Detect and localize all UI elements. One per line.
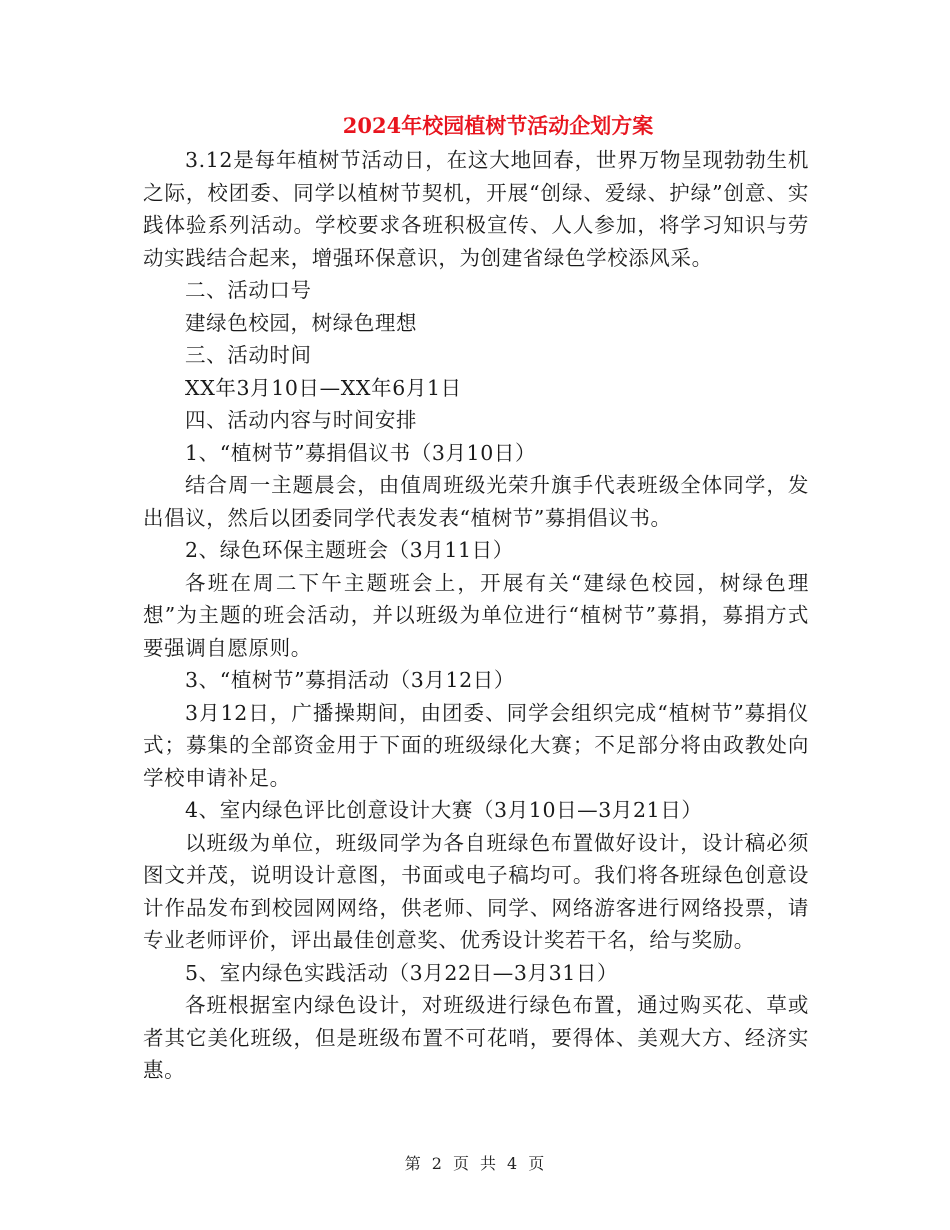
paragraph-4: 以班级为单位，班级同学为各自班绿色布置做好设计，设计稿必须图文并茂，说明设计意图，书面或电子稿均可。我们将各班绿色创意设计作品发布到校园网网络，供老师、同学、网络游客进行网络投票，请专业老师评价，评出最佳创意奖、优秀设计奖若干名，给与奖励。	[143, 830, 809, 952]
paragraph-time: XX年3月10日—XX年6月1日	[185, 375, 462, 400]
paragraph-intro: 3.12是每年植树节活动日，在这大地回春，世界万物呈现勃勃生机之际，校团委、同学以植树节契机，开展“创绿、爱绿、护绿”创意、实践体验系列活动。学校要求各班积极宣传、人人参加，将学习知识与劳动实践结合起来，增强环保意识，为创建省绿色学校添风采。	[143, 148, 809, 270]
subheading-3: 3、“植树节”募捐活动（3月12日）	[185, 668, 515, 692]
heading-slogan: 二、活动口号	[185, 278, 312, 302]
heading-time: 三、活动时间	[185, 343, 312, 367]
paragraph-1: 结合周一主题晨会，由值周班级光荣升旗手代表班级全体同学，发出倡议，然后以团委同学代表发表“植树节”募捐倡议书。	[143, 473, 809, 530]
document-title: 2024年校园植树节活动企划方案	[342, 113, 654, 138]
footer-page-number: 2	[431, 1154, 443, 1173]
footer-total-word: 共	[480, 1154, 498, 1173]
subheading-5: 5、室内绿色实践活动（3月22日—3月31日）	[185, 960, 619, 985]
heading-content: 四、活动内容与时间安排	[185, 408, 418, 432]
paragraph-2: 各班在周二下午主题班会上，开展有关“建绿色校园，树绿色理想”为主题的班会活动，并以班级为单位进行“植树节”募捐，募捐方式要强调自愿原则。	[143, 570, 809, 660]
subheading-1: 1、“植树节”募捐倡议书（3月10日）	[185, 440, 537, 465]
footer-suffix: 页	[528, 1154, 546, 1173]
document-body	[143, 144, 809, 1087]
footer-total-pages: 4	[507, 1154, 519, 1173]
subheading-2: 2、绿色环保主题班会（3月11日）	[185, 538, 514, 562]
paragraph-3: 3月12日，广播操期间，由团委、同学会组织完成“植树节”募捐仪式；募集的全部资金用于下面的班级绿化大赛；不足部分将由政教处向学校申请补足。	[143, 700, 809, 790]
subheading-4: 4、室内绿色评比创意设计大赛（3月10日—3月21日）	[185, 798, 703, 822]
page-footer	[0, 1152, 950, 1176]
footer-prefix: 第	[404, 1154, 422, 1173]
paragraph-5: 各班根据室内绿色设计，对班级进行绿色布置，通过购买花、草或者其它美化班级，但是班级布置不可花哨，要得体、美观大方、经济实惠。	[143, 993, 809, 1082]
paragraph-slogan: 建绿色校园，树绿色理想	[185, 310, 418, 335]
footer-page-word: 页	[452, 1154, 470, 1173]
